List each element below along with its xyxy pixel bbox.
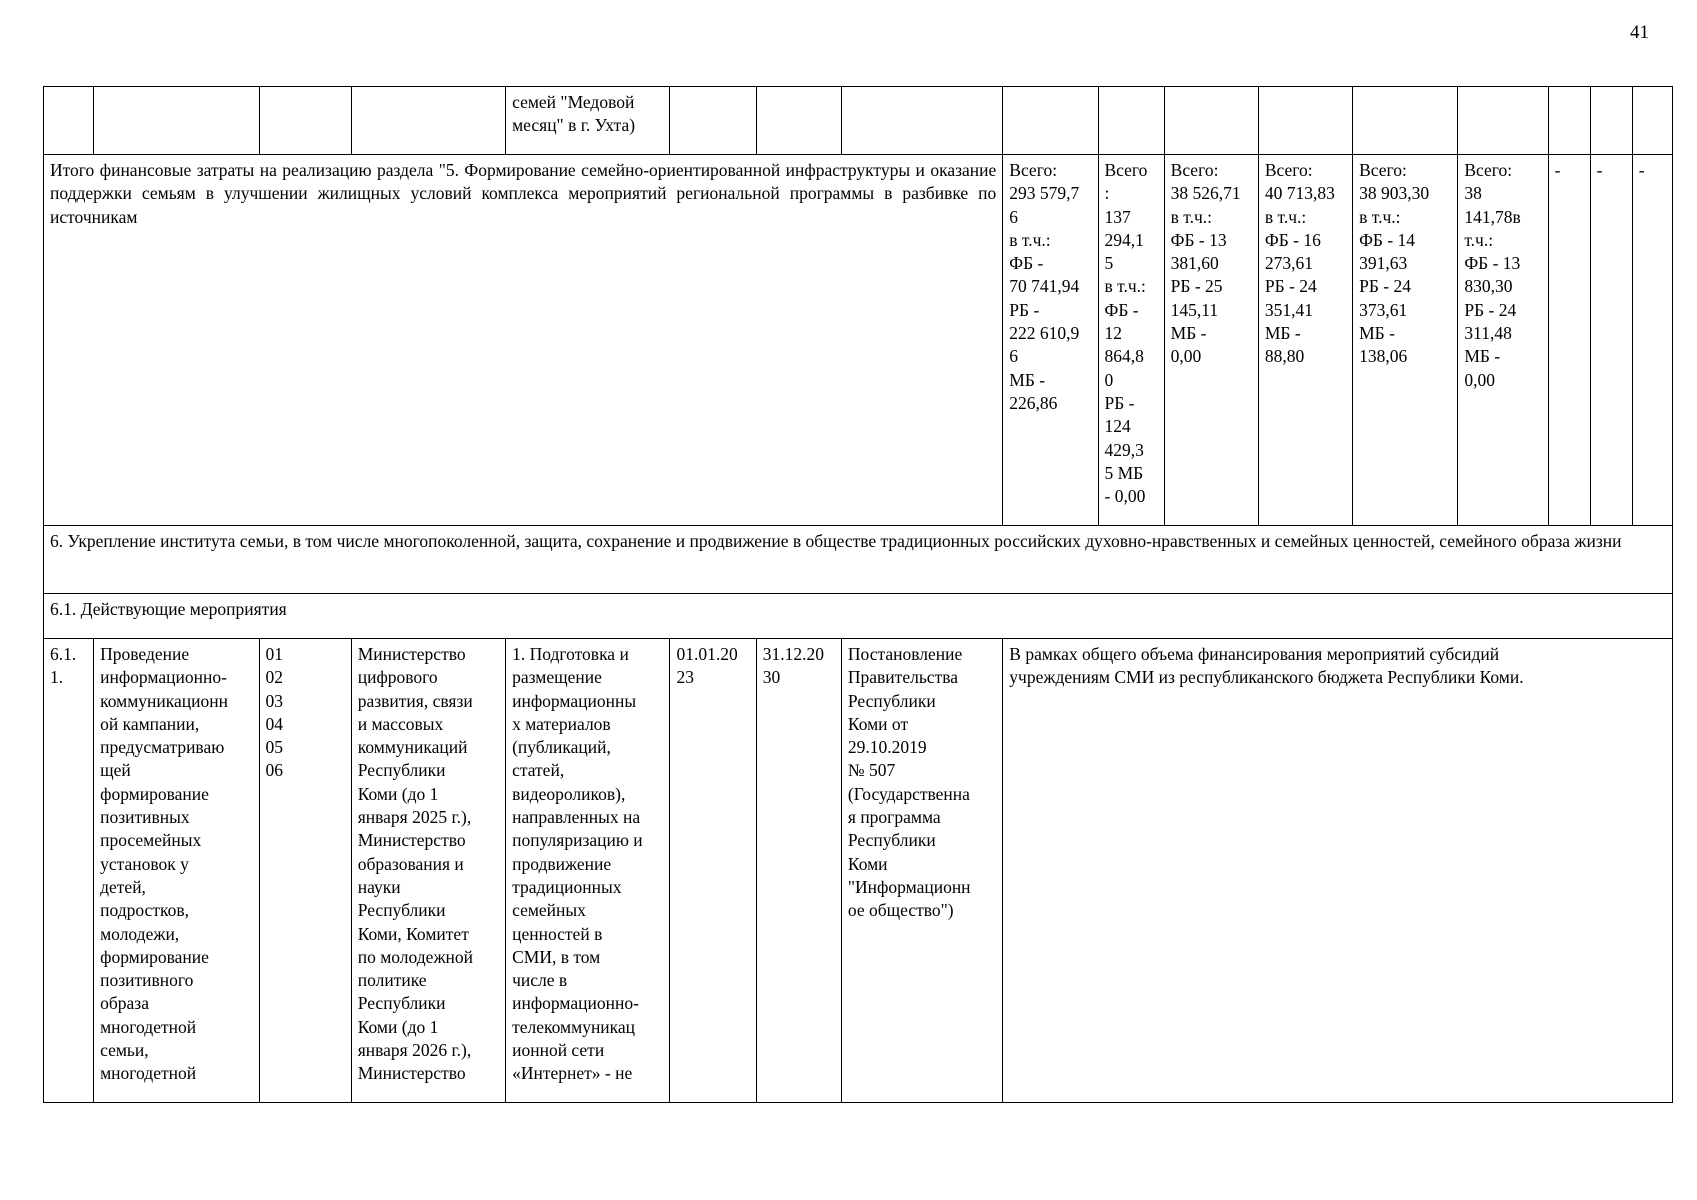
empty-cell (1003, 87, 1098, 155)
table-row-section-heading (44, 526, 1673, 594)
item-number: 6.1. 1. (44, 639, 94, 1103)
table-row-total (44, 155, 1673, 526)
empty-cell (841, 87, 1002, 155)
total-cell-dash: - (1548, 155, 1590, 526)
empty-cell (94, 87, 259, 155)
empty-cell (1632, 87, 1672, 155)
total-cell-2025: Всего : 137 294,1 5 в т.ч.: ФБ - 12 864,8 0 РБ - 124 429,3 5 МБ - 0,00 (1098, 155, 1164, 526)
empty-cell (351, 87, 505, 155)
item-name: Проведение информационно- коммуникационн ой кампании, предусматриваю щей формирование позитивных просемейных установок у детей, подростков, молодежи, формирование позитивного образа многодетной семьи, многодетной (94, 639, 259, 1103)
item-end-date: 31.12.20 30 (756, 639, 841, 1103)
section-6-title: 6. Укрепление института семьи, в том числе многопоколенной, защита, сохранение и продвижение в обществе традиционных российских духовно-нравственных и семейных ценностей, семейного образа жизни (44, 526, 1673, 594)
result-cell: семей "Медовой месяц" в г. Ухта) (506, 87, 670, 155)
empty-cell (1098, 87, 1164, 155)
total-cell-2028: Всего: 38 903,30 в т.ч.: ФБ - 14 391,63 РБ - 24 373,61 МБ - 138,06 (1353, 155, 1458, 526)
page-number: 41 (1630, 22, 1649, 43)
empty-cell (1164, 87, 1258, 155)
empty-cell (1590, 87, 1632, 155)
empty-cell (1458, 87, 1548, 155)
item-result: 1. Подготовка и размещение информационны х материалов (публикаций, статей, видеороликов), направленных на популяризацию и продвижение традиционных семейных ценностей в СМИ, в том числе в информационно- телекоммуникац ионной сети «Интернет» - не (506, 639, 670, 1103)
total-cell-dash: - (1590, 155, 1632, 526)
item-document: Постановление Правительства Республики Коми от 29.10.2019 № 507 (Государственна я программа Республики Коми "Информационн ое общество") (841, 639, 1002, 1103)
total-cell-2027: Всего: 40 713,83 в т.ч.: ФБ - 16 273,61 РБ - 24 351,41 МБ - 88,80 (1258, 155, 1352, 526)
empty-cell (756, 87, 841, 155)
total-cell-all: Всего: 293 579,7 6 в т.ч.: ФБ - 70 741,94 РБ - 222 610,9 6 МБ - 226,86 (1003, 155, 1098, 526)
empty-cell (1548, 87, 1590, 155)
table-row-subsection-heading (44, 594, 1673, 639)
empty-cell (259, 87, 351, 155)
total-cell-2026: Всего: 38 526,71 в т.ч.: ФБ - 13 381,60 РБ - 25 145,11 МБ - 0,00 (1164, 155, 1258, 526)
total-cell-2029: Всего: 38 141,78в т.ч.: ФБ - 13 830,30 РБ - 24 311,48 МБ - 0,00 (1458, 155, 1548, 526)
subsection-6-1-title: 6.1. Действующие мероприятия (44, 594, 1673, 639)
item-codes: 01 02 03 04 05 06 (259, 639, 351, 1103)
item-financing: В рамках общего объема финансирования мероприятий субсидий учреждениям СМИ из республиканского бюджета Республики Коми. (1003, 639, 1673, 1103)
empty-cell (44, 87, 94, 155)
total-label: Итого финансовые затраты на реализацию раздела "5. Формирование семейно-ориентированной инфраструктуры и оказание поддержки семьям в улучшении жилищных условий комплекса мероприятий региональной программы в разбивке по источникам (44, 155, 1003, 526)
item-executor: Министерство цифрового развития, связи и массовых коммуникаций Республики Коми (до 1 января 2025 г.), Министерство образования и науки Республики Коми, Комитет по молодежной политике Республики Коми (до 1 января 2026 г.), Министерство (351, 639, 505, 1103)
total-cell-dash: - (1632, 155, 1672, 526)
empty-cell (1353, 87, 1458, 155)
empty-cell (1258, 87, 1352, 155)
item-start-date: 01.01.20 23 (670, 639, 756, 1103)
table-row-prev (44, 87, 1673, 155)
empty-cell (670, 87, 756, 155)
program-table (43, 86, 1673, 1103)
table-row-item (44, 639, 1673, 1103)
